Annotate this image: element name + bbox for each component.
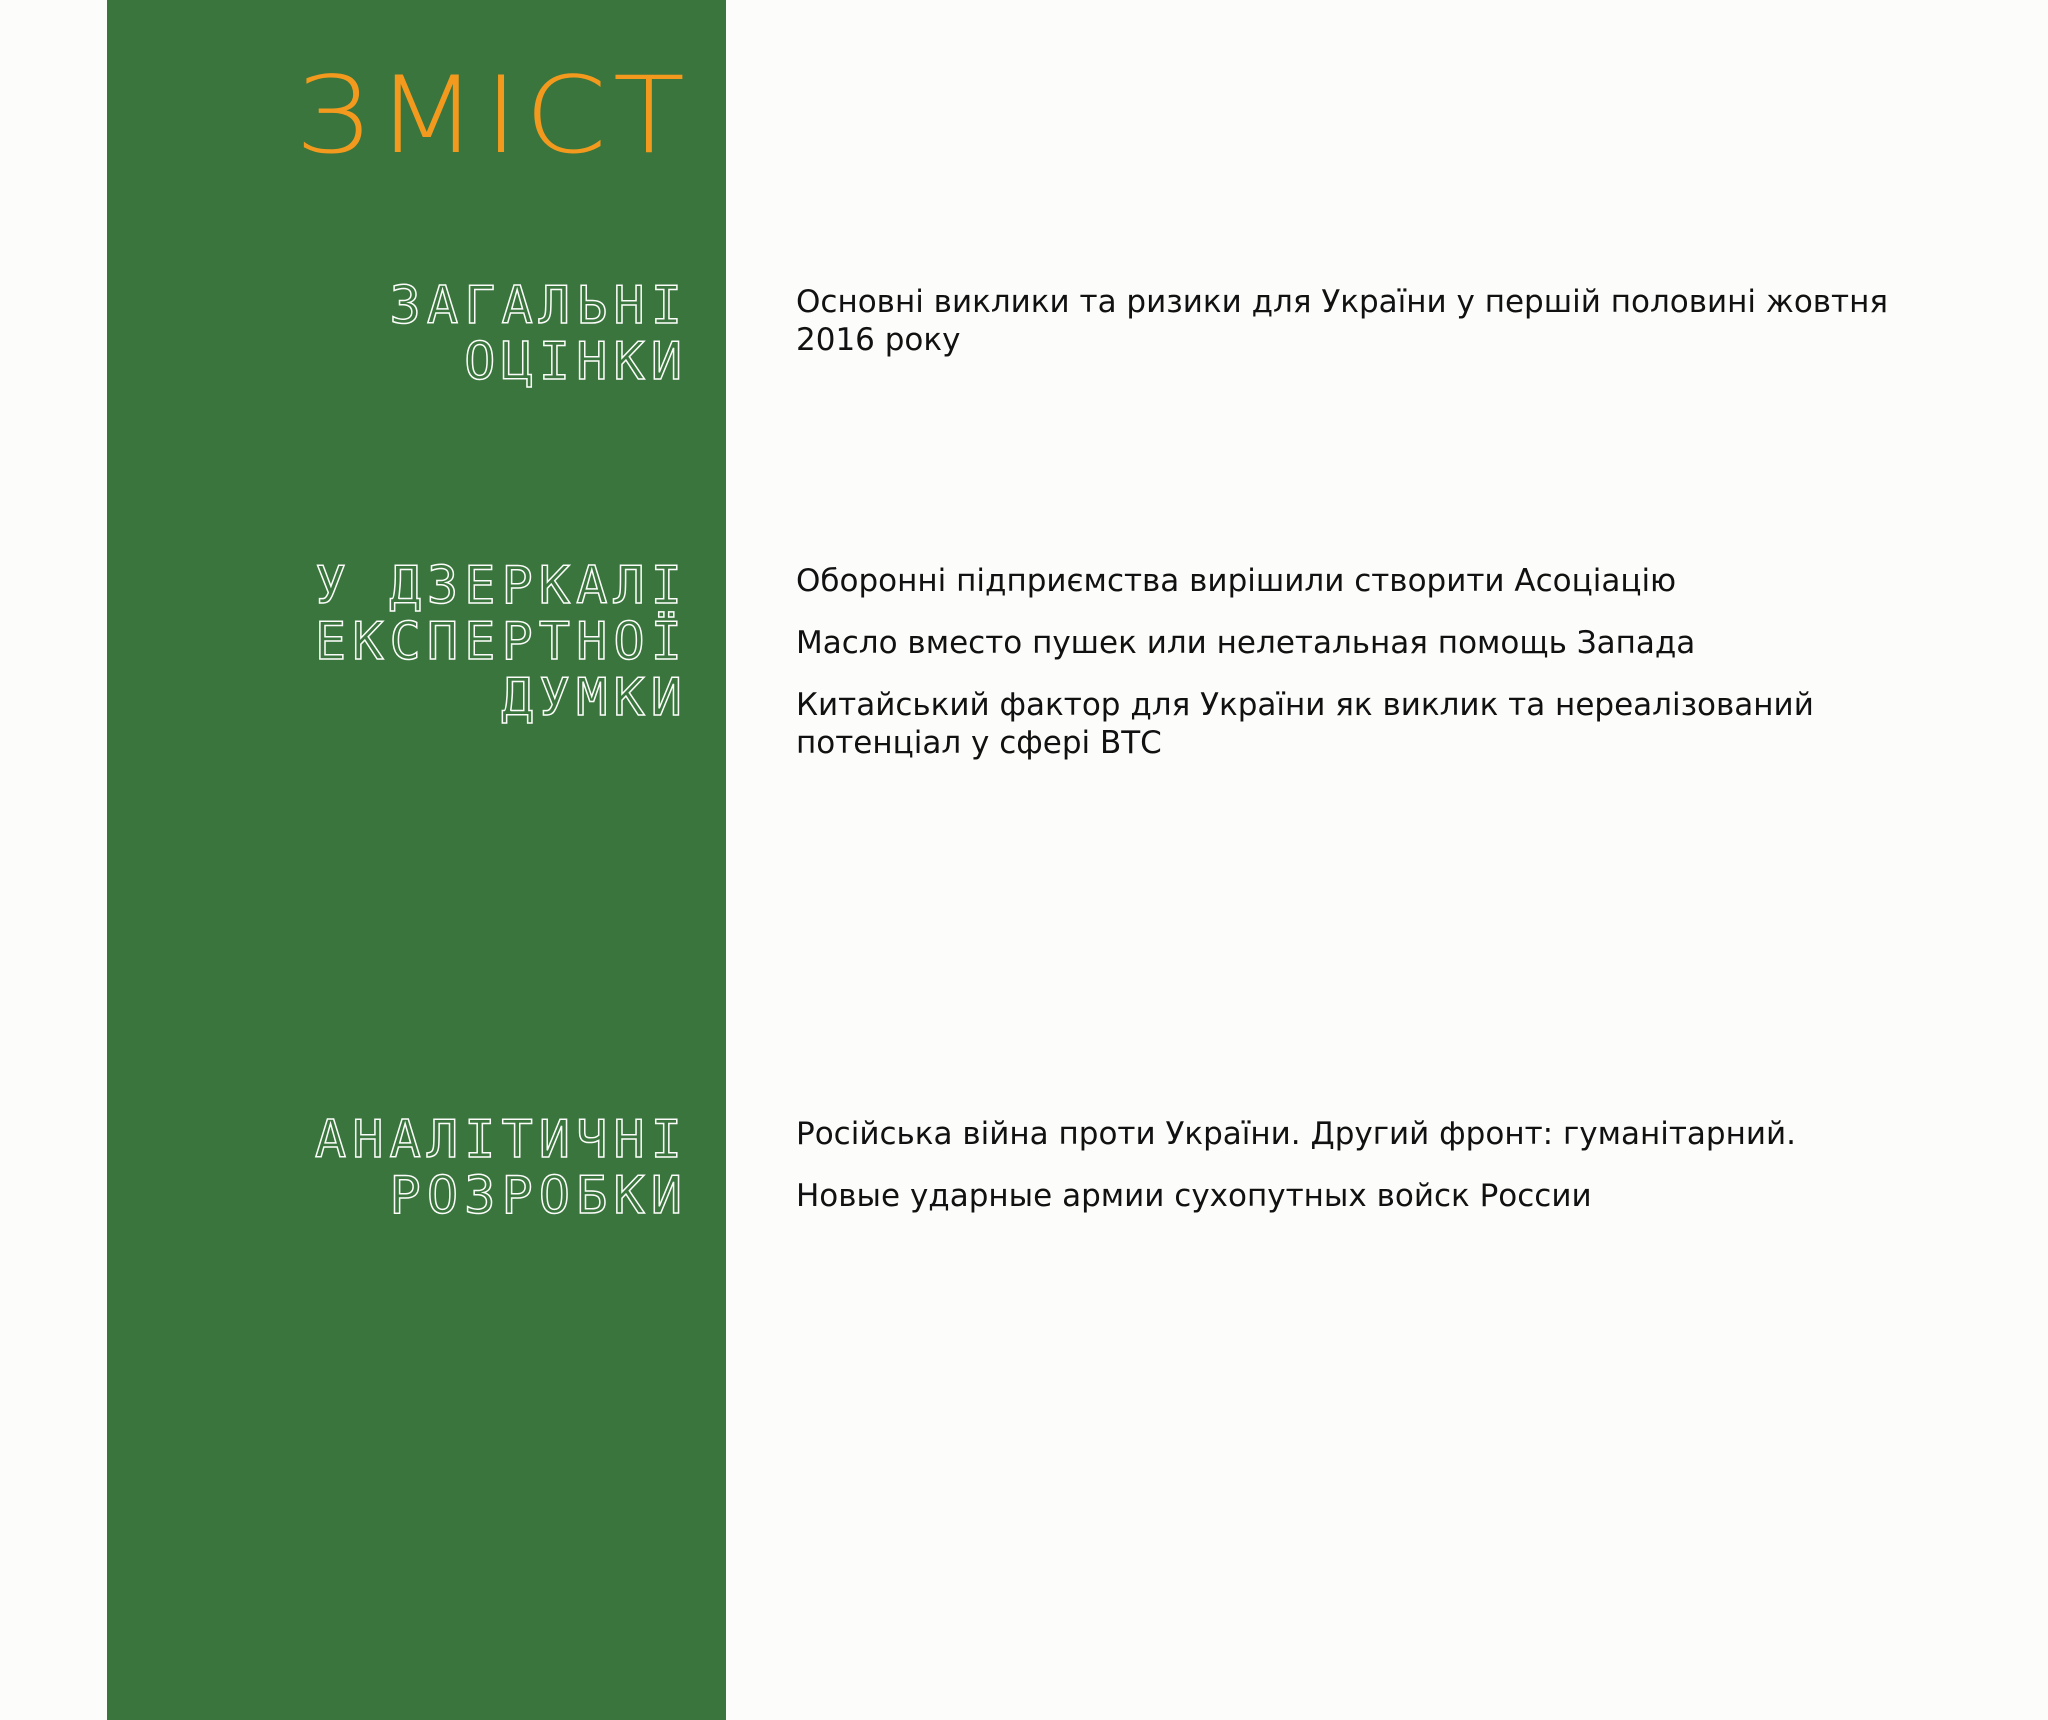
section-label-line: ЕКСПЕРТНОЇ — [314, 612, 688, 672]
section-label-line: ЗАГАЛЬНІ — [389, 276, 688, 336]
section-label-line: ОЦІНКИ — [464, 332, 688, 392]
section-label-expert — [315, 558, 688, 726]
section-label-general — [390, 278, 688, 390]
section-items-analytics — [796, 1115, 1916, 1239]
toc-item[interactable]: Новые ударные армии сухопутных войск России — [796, 1178, 1592, 1214]
toc-item[interactable]: Оборонні підприємства вирішили створити Асоціацію — [796, 563, 1677, 599]
toc-item[interactable]: Основні виклики та ризики для України у першій половині жовтня 2016 року — [796, 284, 1889, 358]
page-title: ЗМІСТ — [294, 53, 691, 178]
toc-item[interactable]: Китайський фактор для України як виклик та нереалізований потенціал у сфері ВТС — [796, 687, 1814, 761]
section-items-expert — [796, 562, 1916, 786]
section-label-line: АНАЛІТИЧНІ — [314, 1110, 688, 1170]
section-items-general — [796, 283, 1916, 383]
section-label-line: ДУМКИ — [501, 668, 688, 728]
toc-item[interactable]: Російська війна проти України. Другий фронт: гуманітарний. — [796, 1116, 1796, 1152]
section-label-line: РОЗРОБКИ — [389, 1166, 688, 1226]
sidebar-panel — [107, 0, 726, 1720]
section-label-analytics — [315, 1112, 688, 1224]
section-label-line: У ДЗЕРКАЛІ — [314, 556, 688, 616]
toc-item[interactable]: Масло вместо пушек или нелетальная помощь Запада — [796, 625, 1696, 661]
